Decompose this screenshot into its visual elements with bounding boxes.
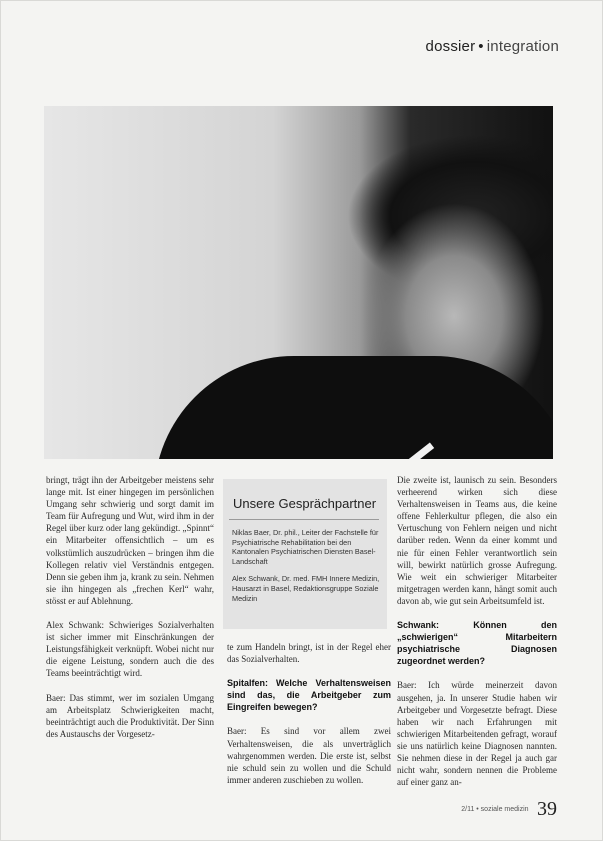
col1-paragraph-3: Baer: Das stimmt, wer im sozialen Umgang am Arbeitsplatz Schwierigkeiten macht, beeinträchtigt auch die Produktivität. Der Sinn des Austauschs der Vorgesetz- xyxy=(46,692,214,739)
col2-question-1: Spitalfen: Welche Verhaltensweisen sind das, die Arbeitgeber zum Eingreifen bewegen? xyxy=(227,678,391,713)
col1-paragraph-2: Alex Schwank: Schwieriges Sozialverhalten ist sicher immer mit Einschränkungen der Leistungsfähigkeit verknüpft. Wobei nicht nur die eigene Leistung, sondern auch die des Teams beeinträchtigt wird. xyxy=(46,620,214,679)
page-number: 39 xyxy=(537,798,557,820)
col3-paragraph-2: Baer: Ich würde meinerzeit davon ausgehen, ja. In unserer Studie haben wir Arbeitgeber und Vorgesetzte befragt. Diese haben wir nach Erfahrungen mit schwierigen Mitarbeitenden gefragt, worauf sie uns natürlich keine Diagnosen nannten. Sie nehmen diese in der Regel ja auch gar nicht wahr, sondern nennen die Probleme auf einer ganz an- xyxy=(397,680,557,788)
interview-partners-box xyxy=(223,479,387,629)
box-title: Unsere Gesprächpartner xyxy=(233,496,377,511)
col3-question-1: Schwank: Können den „schwierigen“ Mitarbeitern psychiatrische Diagnosen zugeordnet werden? xyxy=(397,620,557,667)
col1-paragraph-1: bringt, trägt ihn der Arbeitgeber meistens sehr lange mit. Ist einer hingegen im persönlichen Umgang sehr schwierig und sorgt damit im Team für Aufregung und Wut, wird ihm in der Regel über kurz oder lang gekündigt. „Spinnt“ ein Mitarbeiter offensichtlich – um es volkstümlich auszudrücken – bringen ihm die Kollegen relativ viel Verständnis entgegen. Denn sie geben ihm ja, krank zu sein. Nehmen sie ihn hingegen als „frechen Kerl“ wahr, stösst er auf Ablehnung. xyxy=(46,475,214,606)
text-column-1 xyxy=(46,474,214,752)
col2-paragraph-2: Baer: Es sind vor allem zwei Verhaltensweisen, die als unverträglich wahrgenommen werden. Die erste ist, selbst nie schuld sein zu wollen und die Schuld immer anderen zuschieben zu wollen. xyxy=(227,726,391,785)
text-column-2 xyxy=(227,641,391,798)
footer-issue: 2/11 • soziale medizin xyxy=(461,806,529,813)
box-divider xyxy=(229,519,379,520)
photo-shoulder-shape xyxy=(154,356,553,459)
box-partner-1: Niklas Baer, Dr. phil., Leiter der Fachstelle für Psychiatrische Rehabilitation bei den Kantonalen Psychiatrischen Diensten Basel-Landschaft xyxy=(232,528,379,566)
text-column-3 xyxy=(397,474,557,800)
col2-paragraph-1: te zum Handeln bringt, ist in der Regel eher das Sozialverhalten. xyxy=(227,642,391,665)
section-header xyxy=(426,38,559,55)
header-topic: integration xyxy=(486,38,559,55)
page-footer xyxy=(461,798,557,821)
box-partner-2: Alex Schwank, Dr. med. FMH Innere Medizin, Hausarzt in Basel, Redaktionsgruppe Soziale Medizin xyxy=(232,574,380,603)
portrait-photo xyxy=(44,106,553,459)
col3-paragraph-1: Die zweite ist, launisch zu sein. Besonders verheerend wirken sich diese Verhaltensweisen in Teams aus, die keine offene Fehlerkultur pflegen, die also ein Vertuschung von Fehlern neigen und nicht darüber reden. Wenn da einer kommt und nie für einen Fehler verantwortlich sein will, bewirkt natürlich grosse Aufregung. Wie weit ein schwieriger Mitarbeiter mitgetragen werden kann, hängt somit auch davon ab, wie gut sein Arbeitsumfeld ist. xyxy=(397,475,557,606)
header-section: dossier xyxy=(425,38,476,55)
header-separator: • xyxy=(478,38,484,55)
